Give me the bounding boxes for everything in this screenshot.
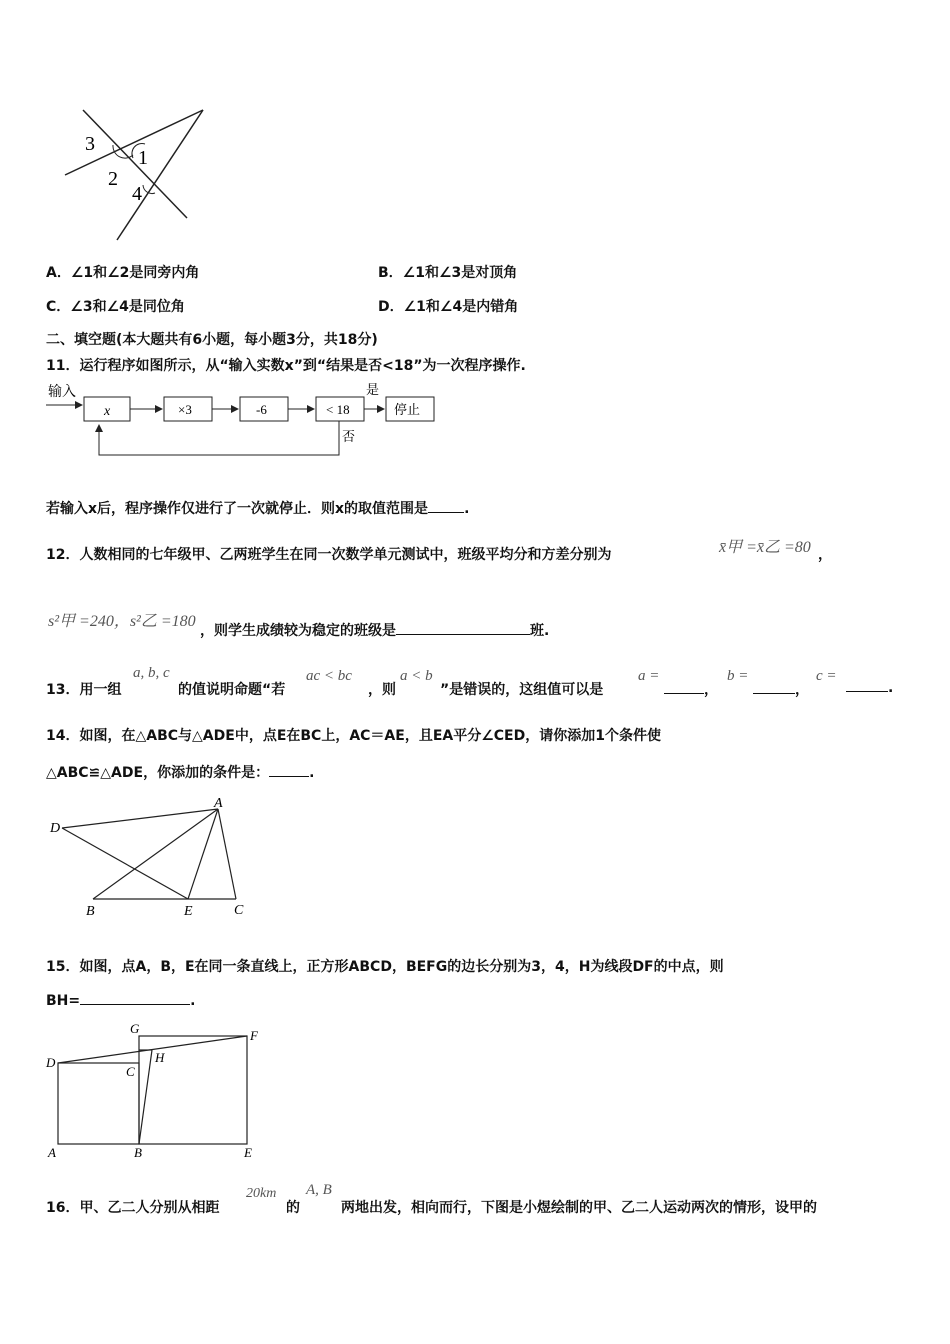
q11-answer-blank[interactable]: [428, 500, 464, 513]
q15-label-h: H: [155, 1050, 165, 1065]
q13-ineq1: ac < bc: [306, 668, 352, 684]
q15-label-g: G: [130, 1022, 140, 1036]
option-c-text: ∠3和∠4是同位角: [70, 299, 185, 315]
q14-line2: [46, 762, 314, 782]
q15-label-a: A: [48, 1145, 56, 1160]
q11-after: [46, 498, 469, 518]
squares-figure-q15: [44, 1022, 274, 1164]
q13-a-answer: [664, 679, 718, 699]
q14-line2-end: .: [309, 765, 315, 781]
q15-answer-blank[interactable]: [80, 992, 190, 1005]
q15-line2-text: BH=: [46, 993, 81, 1009]
q16-places: A, B: [306, 1182, 332, 1198]
flow-x-text: x: [104, 404, 111, 419]
triangle-figure-q14: [48, 795, 258, 925]
q15-label-e: E: [244, 1145, 252, 1160]
q13-a-eq: a =: [638, 668, 660, 684]
q16-distance: 20km: [246, 1186, 277, 1201]
q13-a-blank[interactable]: [664, 681, 704, 694]
q14-label-e: E: [184, 904, 193, 919]
q12-line1-end: ，: [818, 547, 832, 563]
flow-input-label: 输入: [48, 385, 76, 400]
option-b-letter: B．: [378, 265, 403, 281]
q13-abc: a, b, c: [133, 665, 170, 681]
q13-sep-2: ，: [795, 682, 809, 698]
q14-label-c: C: [234, 903, 244, 918]
angle-label-4: 4: [132, 183, 142, 205]
q13-mid2: ，则: [368, 682, 396, 698]
q15-label-c: C: [126, 1064, 135, 1079]
angle-label-1: 1: [138, 147, 148, 169]
option-a: [46, 262, 199, 282]
q13-c-answer: [846, 679, 893, 696]
q13-b-blank[interactable]: [753, 681, 795, 694]
q12-answer-blank[interactable]: [396, 622, 530, 635]
q12-line1: 12．人数相同的七年级甲、乙两班学生在同一次数学单元测试中，班级平均分和方差分别为: [46, 547, 612, 563]
option-c-letter: C．: [46, 299, 71, 315]
q11-after-text: 若输入x后，程序操作仅进行了一次就停止．则x的取值范围是: [46, 501, 429, 517]
q12-line2: [200, 620, 549, 640]
option-d-text: ∠1和∠4是内错角: [403, 299, 519, 315]
q13-b-eq: b =: [727, 668, 749, 684]
section-heading: 二、填空题(本大题共有6小题，每小题3分，共18分): [46, 332, 378, 348]
q12-mean-formula: x̄甲 =x̄乙 =80: [719, 539, 811, 556]
q14-line2-text: △ABC≌△ADE，你添加的条件是：: [46, 765, 270, 781]
q15-label-f: F: [250, 1028, 258, 1043]
option-c: [46, 296, 185, 316]
q12-line2-text: ，则学生成绩较为稳定的班级是: [200, 623, 396, 639]
q13-mid3: ”是错误的，这组值可以是: [440, 682, 604, 698]
q13-mid1: 的值说明命题“若: [178, 682, 286, 698]
q12-line2-end: 班.: [530, 623, 550, 639]
q13-ineq2: a < b: [400, 668, 433, 684]
q15-line1: 15．如图，点A，B，E在同一条直线上，正方形ABCD，BEFG的边长分别为3，4，H为线段DF的中点，则: [46, 959, 724, 975]
q13-end: .: [888, 680, 894, 696]
q11-after-end: .: [464, 501, 470, 517]
q15-line2-end: .: [190, 993, 196, 1009]
option-b: [378, 262, 517, 282]
q14-answer-blank[interactable]: [269, 764, 309, 777]
angle-label-3: 3: [85, 133, 95, 155]
angle-figure: [55, 100, 215, 245]
q11-text: 11．运行程序如图所示，从“输入实数x”到“结果是否<18”为一次程序操作.: [46, 358, 526, 374]
q14-label-d: D: [50, 821, 61, 836]
q14-label-a: A: [214, 796, 223, 811]
q16-mid: 的: [286, 1200, 300, 1216]
option-d: [378, 296, 518, 316]
flow-minus6-text: -6: [256, 402, 267, 417]
q14-label-b: B: [86, 904, 95, 919]
option-d-letter: D．: [378, 299, 404, 315]
option-a-text: ∠1和∠2是同旁内角: [70, 265, 200, 281]
option-b-text: ∠1和∠3是对顶角: [402, 265, 518, 281]
q13-sep-1: ，: [704, 682, 718, 698]
q14-line1: 14．如图，在△ABC与△ADE中，点E在BC上，AC＝AE，且EA平分∠CED，请你添加1个条件使: [46, 728, 661, 744]
flow-compare-text: < 18: [326, 402, 350, 417]
option-a-letter: A．: [46, 265, 71, 281]
angle-label-2: 2: [108, 168, 118, 190]
q15-label-d: D: [46, 1055, 56, 1070]
flow-stop-text: 停止: [394, 402, 421, 417]
q12-var-formula: s²甲 =240，s²乙 =180: [48, 613, 196, 630]
q13-b-answer: [753, 679, 809, 699]
q13-c-blank[interactable]: [846, 679, 888, 692]
flow-times3-text: ×3: [178, 402, 192, 417]
q15-label-b: B: [134, 1145, 142, 1160]
q16-prefix: 16．甲、乙二人分别从相距: [46, 1200, 220, 1216]
flowchart: [44, 380, 444, 462]
q13-c-eq: c =: [816, 668, 837, 684]
q16-rest: 两地出发，相向而行，下图是小煜绘制的甲、乙二人运动两次的情形，设甲的: [341, 1200, 817, 1216]
flow-yes-label: 是: [366, 382, 380, 397]
flow-no-label: 否: [342, 429, 356, 444]
q13-prefix: 13．用一组: [46, 682, 122, 698]
q15-line2: [46, 992, 195, 1009]
